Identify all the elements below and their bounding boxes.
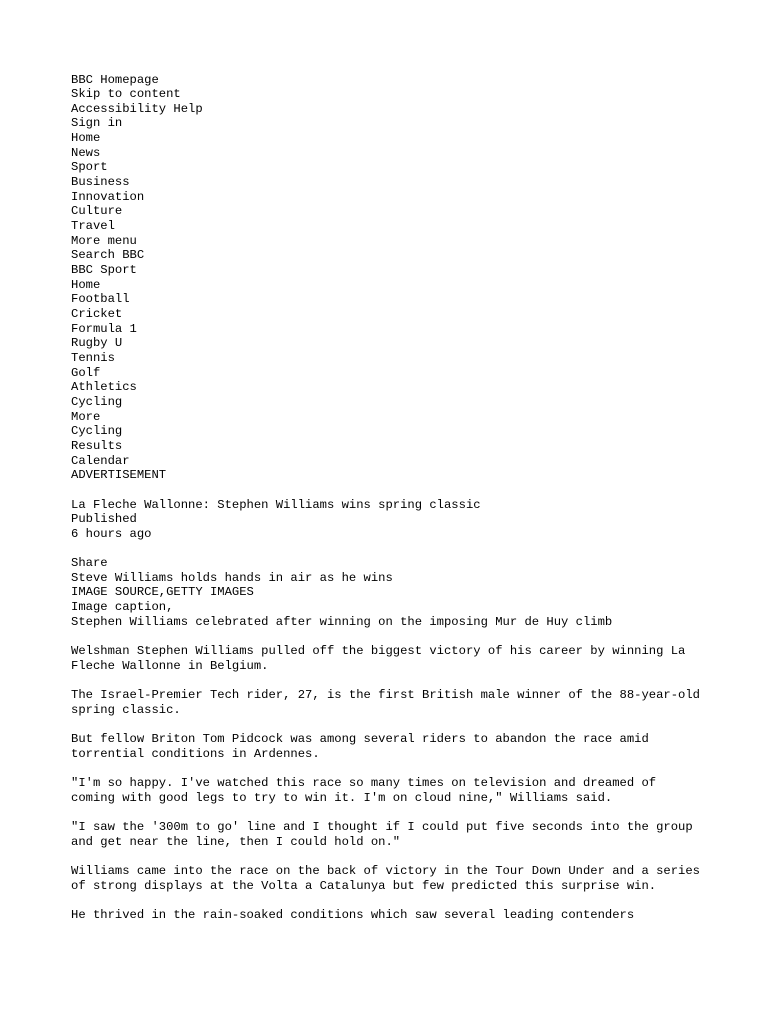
nav-item-news[interactable]: News bbox=[71, 145, 101, 160]
sport-nav-item-rugby-u[interactable]: Rugby U bbox=[71, 336, 123, 351]
advertisement-label: ADVERTISEMENT bbox=[71, 468, 167, 483]
skip-to-content-link[interactable]: Skip to content bbox=[71, 87, 181, 102]
bbc-homepage-link[interactable]: BBC Homepage bbox=[71, 72, 159, 87]
article-paragraph: Williams came into the race on the back of victory in the Tour Down Under and a series of strong displays at the Volta a Catalunya but few predicted this surprise win. bbox=[71, 863, 700, 893]
section-navigation bbox=[71, 424, 701, 468]
sport-nav-item-cricket[interactable]: Cricket bbox=[71, 307, 123, 321]
sign-in-link[interactable]: Sign in bbox=[71, 116, 123, 131]
nav-item-innovation[interactable]: Innovation bbox=[71, 189, 145, 204]
section-title-cycling[interactable]: Cycling bbox=[71, 424, 123, 439]
bbc-sport-link[interactable]: BBC Sport bbox=[71, 263, 137, 278]
nav-item-business[interactable]: Business bbox=[71, 175, 130, 190]
sport-nav-item-tennis[interactable]: Tennis bbox=[71, 350, 115, 365]
article-paragraph: Welshman Stephen Williams pulled off the biggest victory of his career by winning La Fleche Wallonne in Belgium. bbox=[71, 644, 686, 673]
share-button[interactable]: Share bbox=[71, 556, 108, 571]
sport-nav-item-athletics[interactable]: Athletics bbox=[71, 380, 137, 395]
search-bbc-button[interactable]: Search BBC bbox=[71, 248, 145, 263]
spacer bbox=[71, 629, 701, 644]
more-menu-button[interactable]: More menu bbox=[71, 233, 137, 248]
sport-nav-item-golf[interactable]: Golf bbox=[71, 365, 101, 380]
sport-nav-item-football[interactable]: Football bbox=[71, 292, 130, 307]
image-source: IMAGE SOURCE,GETTY IMAGES bbox=[71, 585, 254, 600]
sport-nav-item-cycling[interactable]: Cycling bbox=[71, 394, 123, 409]
article-paragraph: "I'm so happy. I've watched this race so many times on television and dreamed of coming with good legs to try to win it. I'm on cloud nine," Williams said. bbox=[71, 776, 657, 805]
section-nav-item-calendar[interactable]: Calendar bbox=[71, 453, 130, 468]
published-label: Published bbox=[71, 512, 137, 527]
nav-item-sport[interactable]: Sport bbox=[71, 160, 108, 175]
image-caption-label: Image caption, bbox=[71, 600, 174, 615]
sport-navigation bbox=[71, 263, 701, 424]
spacer bbox=[71, 542, 701, 557]
section-nav-item-results[interactable]: Results bbox=[71, 438, 123, 453]
nav-item-culture[interactable]: Culture bbox=[71, 204, 123, 219]
article-paragraph: But fellow Briton Tom Pidcock was among several riders to abandon the race amid torrential conditions in Ardennes. bbox=[71, 732, 649, 761]
sport-nav-item-formula-1[interactable]: Formula 1 bbox=[71, 321, 137, 336]
accessibility-help-link[interactable]: Accessibility Help bbox=[71, 101, 203, 116]
article-paragraph: He thrived in the rain-soaked conditions which saw several leading contenders bbox=[71, 907, 635, 922]
top-navigation bbox=[71, 73, 701, 264]
article-paragraph: The Israel-Premier Tech rider, 27, is the first British male winner of the 88-year-old spring classic. bbox=[71, 688, 700, 717]
spacer bbox=[71, 483, 701, 498]
article-headline: La Fleche Wallonne: Stephen Williams wins spring classic bbox=[71, 497, 481, 512]
sport-nav-item-home[interactable]: Home bbox=[71, 277, 101, 292]
article-image-alt: Steve Williams holds hands in air as he wins bbox=[71, 570, 393, 585]
image-caption: Stephen Williams celebrated after winning on the imposing Mur de Huy climb bbox=[71, 614, 613, 629]
nav-item-home[interactable]: Home bbox=[71, 131, 101, 146]
article bbox=[71, 498, 701, 923]
article-paragraph: "I saw the '300m to go' line and I thought if I could put five seconds into the group and get near the line, then I could hold on." bbox=[71, 819, 693, 849]
nav-item-travel[interactable]: Travel bbox=[71, 219, 115, 234]
published-time: 6 hours ago bbox=[71, 526, 152, 541]
sport-nav-item-more[interactable]: More bbox=[71, 409, 101, 424]
